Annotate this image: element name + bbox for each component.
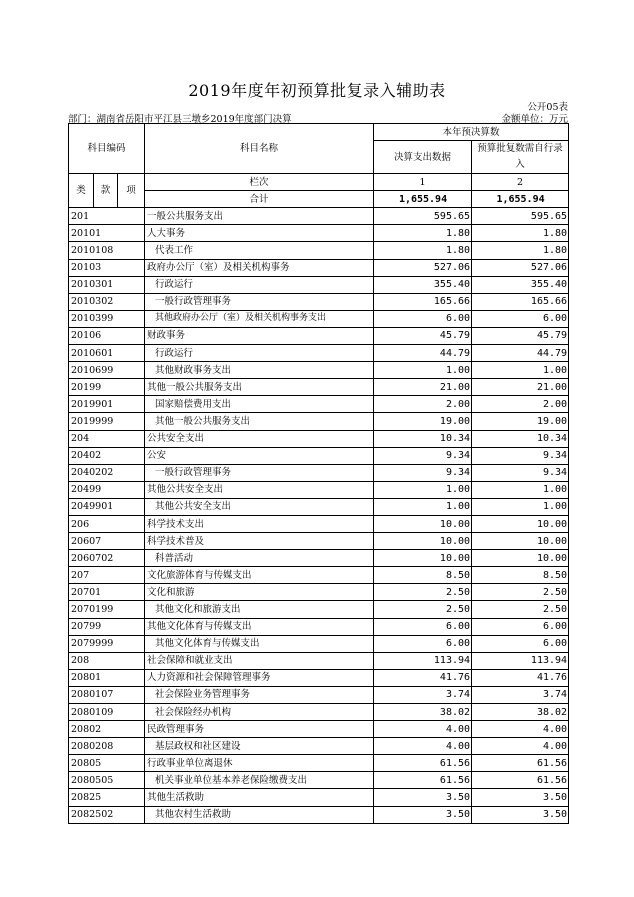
row-code: 2049901 <box>69 498 145 515</box>
row-code: 2010301 <box>69 276 145 293</box>
row-name: 科学技术普及 <box>145 533 374 550</box>
table-row <box>69 772 569 789</box>
table-row <box>69 567 569 584</box>
row-code: 20103 <box>69 259 145 276</box>
row-name: 基层政权和社区建设 <box>145 738 374 755</box>
row-value-budget: 1.00 <box>472 498 569 515</box>
row-value-actual: 44.79 <box>374 345 472 362</box>
row-value-budget: 8.50 <box>472 567 569 584</box>
row-code: 2010108 <box>69 242 145 259</box>
row-code: 20101 <box>69 225 145 242</box>
row-name: 其他政府办公厅（室）及相关机构事务支出 <box>145 310 374 327</box>
row-value-budget: 61.56 <box>472 755 569 772</box>
row-value-actual: 6.00 <box>374 310 472 327</box>
table-row <box>69 208 569 225</box>
total-col1: 1,655.94 <box>374 191 472 208</box>
row-value-actual: 165.66 <box>374 293 472 310</box>
row-value-actual: 113.94 <box>374 652 472 669</box>
row-code: 2070199 <box>69 601 145 618</box>
header-col2-no: 2 <box>472 174 569 191</box>
row-value-actual: 21.00 <box>374 379 472 396</box>
row-name: 国家赔偿费用支出 <box>145 396 374 413</box>
row-value-actual: 6.00 <box>374 618 472 635</box>
row-value-budget: 4.00 <box>472 721 569 738</box>
header-xiang: 项 <box>118 174 145 208</box>
row-name: 其他农村生活救助 <box>145 806 374 823</box>
row-name: 一般行政管理事务 <box>145 464 374 481</box>
row-code: 20199 <box>69 379 145 396</box>
row-value-budget: 2.50 <box>472 601 569 618</box>
row-code: 20106 <box>69 327 145 344</box>
table-row <box>69 515 569 532</box>
table-row <box>69 327 569 344</box>
row-value-budget: 21.00 <box>472 379 569 396</box>
row-code: 20825 <box>69 789 145 806</box>
row-value-budget: 3.50 <box>472 806 569 823</box>
row-name: 科学技术支出 <box>145 515 374 532</box>
header-group: 本年预决算数 <box>374 124 569 141</box>
row-code: 2019901 <box>69 396 145 413</box>
row-value-actual: 10.00 <box>374 550 472 567</box>
row-value-budget: 1.00 <box>472 481 569 498</box>
row-code: 20802 <box>69 721 145 738</box>
row-value-actual: 8.50 <box>374 567 472 584</box>
row-value-actual: 61.56 <box>374 772 472 789</box>
table-row <box>69 430 569 447</box>
table-row <box>69 225 569 242</box>
row-name: 其他一般公共服务支出 <box>145 379 374 396</box>
row-code: 2079999 <box>69 635 145 652</box>
row-name: 其他生活救助 <box>145 789 374 806</box>
row-value-actual: 10.00 <box>374 533 472 550</box>
row-value-budget: 10.00 <box>472 533 569 550</box>
header-lanci-row <box>69 174 569 191</box>
row-code: 2080505 <box>69 772 145 789</box>
row-code: 2019999 <box>69 413 145 430</box>
table-row <box>69 293 569 310</box>
row-name: 公共安全支出 <box>145 430 374 447</box>
table-row <box>69 704 569 721</box>
row-value-budget: 9.34 <box>472 464 569 481</box>
table-row <box>69 635 569 652</box>
row-name: 文化和旅游 <box>145 584 374 601</box>
row-value-actual: 3.50 <box>374 789 472 806</box>
row-value-budget: 10.00 <box>472 515 569 532</box>
row-value-budget: 4.00 <box>472 738 569 755</box>
row-name: 一般行政管理事务 <box>145 293 374 310</box>
table-row <box>69 738 569 755</box>
row-name: 社会保障和就业支出 <box>145 652 374 669</box>
header-code: 科目编码 <box>69 124 145 174</box>
row-value-budget: 3.50 <box>472 789 569 806</box>
header-lanci: 栏次 <box>145 174 374 191</box>
row-name: 机关事业单位基本养老保险缴费支出 <box>145 772 374 789</box>
table-row <box>69 601 569 618</box>
row-value-actual: 1.80 <box>374 242 472 259</box>
row-code: 207 <box>69 567 145 584</box>
row-code: 20801 <box>69 669 145 686</box>
row-name: 科普活动 <box>145 550 374 567</box>
row-value-budget: 6.00 <box>472 635 569 652</box>
table-row <box>69 533 569 550</box>
header-col2: 预算批复数需自行录入 <box>472 141 569 174</box>
table-row <box>69 481 569 498</box>
row-value-budget: 165.66 <box>472 293 569 310</box>
row-value-actual: 41.76 <box>374 669 472 686</box>
table-row <box>69 259 569 276</box>
budget-table <box>68 123 569 824</box>
row-value-actual: 6.00 <box>374 635 472 652</box>
row-name: 代表工作 <box>145 242 374 259</box>
row-code: 2080208 <box>69 738 145 755</box>
row-name: 政府办公厅（室）及相关机构事务 <box>145 259 374 276</box>
header-kuan: 款 <box>94 174 118 208</box>
table-row <box>69 721 569 738</box>
row-value-actual: 1.80 <box>374 225 472 242</box>
row-value-budget: 45.79 <box>472 327 569 344</box>
row-code: 2082502 <box>69 806 145 823</box>
row-value-budget: 527.06 <box>472 259 569 276</box>
table-row <box>69 362 569 379</box>
table-row <box>69 396 569 413</box>
row-name: 其他文化体育与传媒支出 <box>145 635 374 652</box>
row-value-budget: 113.94 <box>472 652 569 669</box>
row-code: 208 <box>69 652 145 669</box>
row-value-actual: 9.34 <box>374 464 472 481</box>
row-name: 财政事务 <box>145 327 374 344</box>
row-name: 人力资源和社会保障管理事务 <box>145 669 374 686</box>
row-value-actual: 38.02 <box>374 704 472 721</box>
row-code: 2040202 <box>69 464 145 481</box>
table-row <box>69 618 569 635</box>
row-code: 204 <box>69 430 145 447</box>
row-value-budget: 38.02 <box>472 704 569 721</box>
header-col1-no: 1 <box>374 174 472 191</box>
department-label: 部门：湖南省岳阳市平江县三墩乡2019年度部门决算 <box>68 114 292 125</box>
row-name: 其他文化和旅游支出 <box>145 601 374 618</box>
row-code: 2010302 <box>69 293 145 310</box>
row-value-actual: 4.00 <box>374 738 472 755</box>
row-value-budget: 41.76 <box>472 669 569 686</box>
row-value-budget: 2.50 <box>472 584 569 601</box>
row-name: 文化旅游体育与传媒支出 <box>145 567 374 584</box>
row-name: 一般公共服务支出 <box>145 208 374 225</box>
table-row <box>69 276 569 293</box>
row-value-budget: 10.34 <box>472 430 569 447</box>
table-row <box>69 806 569 823</box>
table-row <box>69 464 569 481</box>
row-value-budget: 3.74 <box>472 686 569 703</box>
row-code: 20402 <box>69 447 145 464</box>
row-name: 行政运行 <box>145 276 374 293</box>
table-row <box>69 447 569 464</box>
row-value-budget: 1.00 <box>472 362 569 379</box>
row-code: 20701 <box>69 584 145 601</box>
row-value-actual: 527.06 <box>374 259 472 276</box>
row-value-budget: 1.80 <box>472 225 569 242</box>
row-value-actual: 19.00 <box>374 413 472 430</box>
table-row <box>69 755 569 772</box>
row-value-actual: 2.50 <box>374 601 472 618</box>
row-code: 2010399 <box>69 310 145 327</box>
row-value-budget: 10.00 <box>472 550 569 567</box>
table-row <box>69 498 569 515</box>
row-code: 2080109 <box>69 704 145 721</box>
table-row <box>69 550 569 567</box>
row-name: 行政事业单位离退休 <box>145 755 374 772</box>
row-value-budget: 19.00 <box>472 413 569 430</box>
table-row <box>69 379 569 396</box>
row-code: 20607 <box>69 533 145 550</box>
row-value-actual: 10.34 <box>374 430 472 447</box>
row-name: 人大事务 <box>145 225 374 242</box>
row-value-actual: 2.00 <box>374 396 472 413</box>
row-value-budget: 355.40 <box>472 276 569 293</box>
row-code: 2010699 <box>69 362 145 379</box>
total-col2: 1,655.94 <box>472 191 569 208</box>
row-value-actual: 2.50 <box>374 584 472 601</box>
header-col1: 决算支出数据 <box>374 141 472 174</box>
row-code: 20799 <box>69 618 145 635</box>
total-label: 合计 <box>145 191 374 208</box>
row-value-budget: 44.79 <box>472 345 569 362</box>
row-value-actual: 1.00 <box>374 498 472 515</box>
unit-label: 金额单位：万元 <box>501 114 568 125</box>
row-value-budget: 2.00 <box>472 396 569 413</box>
row-code: 201 <box>69 208 145 225</box>
row-value-actual: 595.65 <box>374 208 472 225</box>
row-value-actual: 355.40 <box>374 276 472 293</box>
table-row <box>69 686 569 703</box>
row-value-actual: 45.79 <box>374 327 472 344</box>
row-code: 20499 <box>69 481 145 498</box>
table-row <box>69 584 569 601</box>
row-code: 20805 <box>69 755 145 772</box>
header-name: 科目名称 <box>145 124 374 174</box>
row-value-budget: 6.00 <box>472 310 569 327</box>
row-code: 2010601 <box>69 345 145 362</box>
row-value-budget: 595.65 <box>472 208 569 225</box>
row-name: 其他一般公共服务支出 <box>145 413 374 430</box>
form-number: 公开05表 <box>527 102 568 113</box>
row-name: 公安 <box>145 447 374 464</box>
page-title: 2019年度年初预算批复录入辅助表 <box>188 81 446 100</box>
header-row-1 <box>69 124 569 141</box>
row-value-budget: 61.56 <box>472 772 569 789</box>
row-name: 其他公共安全支出 <box>145 481 374 498</box>
table-row <box>69 652 569 669</box>
row-value-actual: 3.50 <box>374 806 472 823</box>
row-name: 其他公共安全支出 <box>145 498 374 515</box>
row-value-actual: 10.00 <box>374 515 472 532</box>
row-value-actual: 9.34 <box>374 447 472 464</box>
table-row <box>69 789 569 806</box>
row-code: 2060702 <box>69 550 145 567</box>
row-value-budget: 1.80 <box>472 242 569 259</box>
table-row <box>69 345 569 362</box>
row-name: 行政运行 <box>145 345 374 362</box>
table-row <box>69 413 569 430</box>
row-value-actual: 4.00 <box>374 721 472 738</box>
row-name: 民政管理事务 <box>145 721 374 738</box>
row-value-budget: 6.00 <box>472 618 569 635</box>
row-code: 206 <box>69 515 145 532</box>
header-lei: 类 <box>69 174 94 208</box>
row-value-actual: 1.00 <box>374 481 472 498</box>
row-code: 2080107 <box>69 686 145 703</box>
row-value-actual: 1.00 <box>374 362 472 379</box>
row-value-actual: 61.56 <box>374 755 472 772</box>
row-name: 其他文化体育与传媒支出 <box>145 618 374 635</box>
table-row <box>69 669 569 686</box>
row-value-actual: 3.74 <box>374 686 472 703</box>
table-row <box>69 310 569 327</box>
row-name: 社会保险经办机构 <box>145 704 374 721</box>
table-row <box>69 242 569 259</box>
row-name: 社会保险业务管理事务 <box>145 686 374 703</box>
row-name: 其他财政事务支出 <box>145 362 374 379</box>
row-value-budget: 9.34 <box>472 447 569 464</box>
